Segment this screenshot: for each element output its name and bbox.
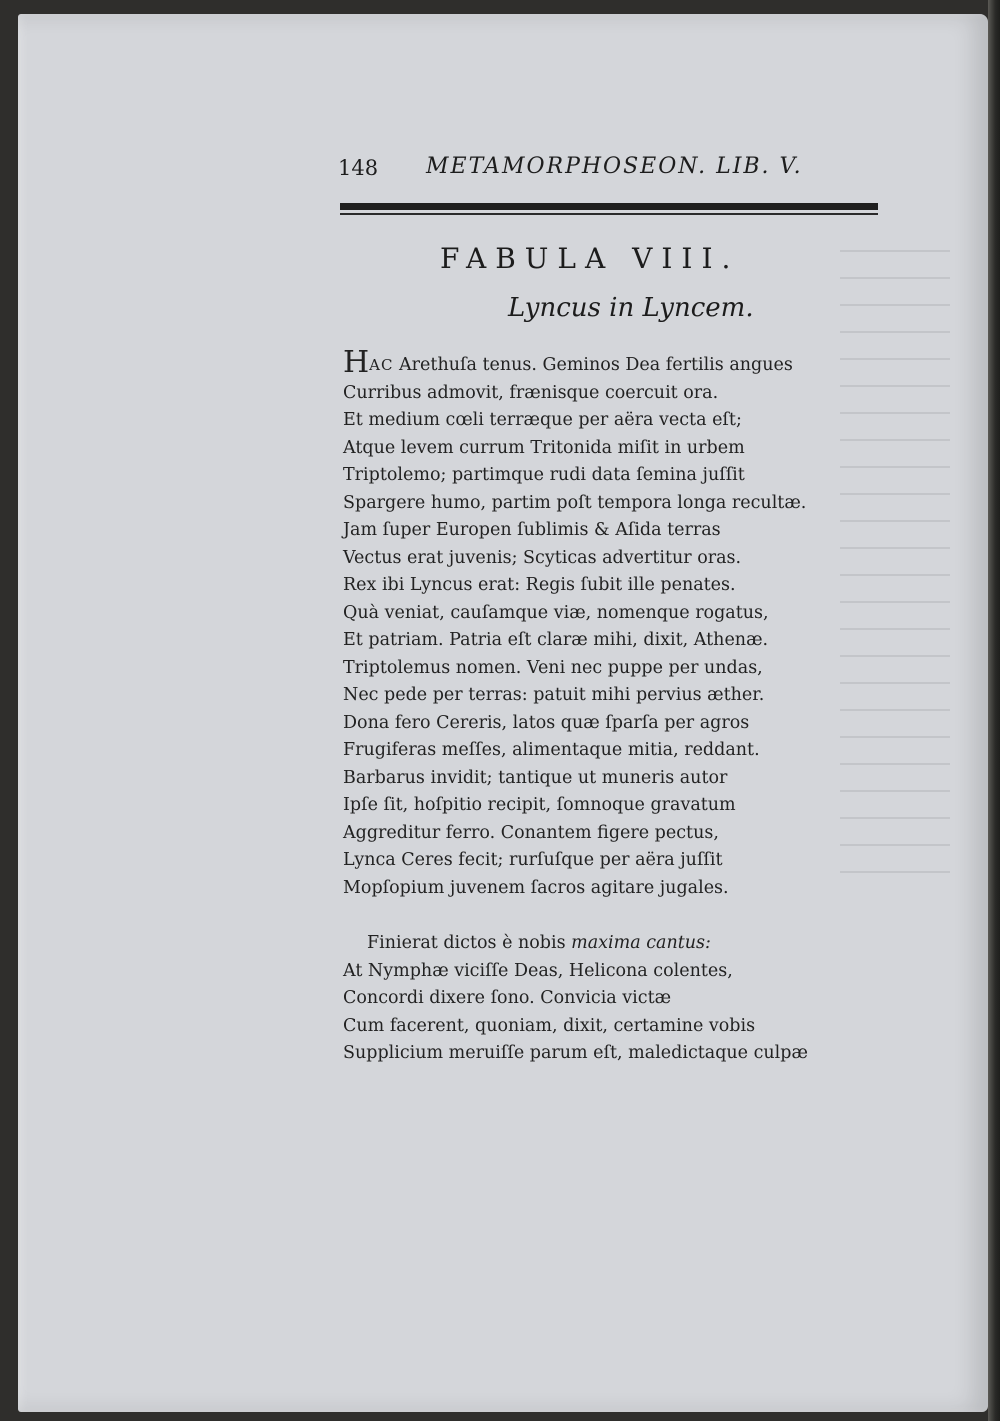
verse-line: Nec pede per terras: patuit mihi pervius æther. [343, 685, 765, 705]
verse-line: Cum facerent, quoniam, dixit, certamine vobis [343, 1015, 756, 1036]
verse-line [343, 345, 843, 380]
verse-line: Et medium cœli terræque per aëra vecta eſt; [343, 410, 742, 430]
verse-block-second [343, 930, 843, 1068]
page-edge [988, 0, 1000, 1421]
verse2-first-italic: maxima cantus: [571, 933, 711, 953]
verse-line: At Nymphæ viciſſe Deas, Helicona colentes, [343, 960, 733, 981]
show-through-text [840, 250, 950, 890]
running-title: METAMORPHOSEON. LIB. V. [426, 154, 803, 179]
header-rule-thin [340, 213, 878, 215]
verse-line: Aggreditur ferro. Conantem figere pectus, [343, 822, 719, 843]
verse-line: Frugiferas meſſes, alimentaque mitia, reddant. [343, 740, 760, 760]
fable-subtitle: Lyncus in Lyncem. [508, 293, 754, 323]
verse-line: Quà veniat, cauſamque viæ, nomenque rogatus, [343, 602, 769, 623]
verse-line: Barbarus invidit; tantique ut muneris autor [343, 767, 728, 788]
verse-line: Supplicium meruiſſe parum eſt, maledictaque culpæ [343, 1043, 808, 1063]
fable-heading: FABULA VIII. [440, 242, 740, 275]
verse-line: Spargere humo, partim poſt tempora longa recultæ. [343, 492, 807, 513]
page-header [338, 150, 878, 190]
verse-line: Atque levem currum Tritonida miſit in urbem [343, 437, 745, 458]
verse-line: Vectus erat juvenis; Scyticas advertitur oras. [343, 547, 742, 568]
drop-cap: H [343, 345, 370, 380]
verse-line: Curribus admovit, frænisque coercuit ora. [343, 382, 719, 403]
first-word-smallcaps: AC [369, 356, 394, 374]
verse-line: Jam ſuper Europen ſublimis & Aſida terras [343, 520, 721, 540]
verse-line: Rex ibi Lyncus erat: Regis ſubit ille penates. [343, 575, 736, 595]
verse-line: Mopſopium juvenem ſacros agitare jugales. [343, 877, 729, 898]
verse-line: Triptolemus nomen. Veni nec puppe per undas, [343, 657, 763, 678]
verse-line: Dona fero Cereris, latos quæ ſparſa per agros [343, 712, 750, 733]
verse-line: Ipſe ſit, hoſpitio recipit, ſomnoque gravatum [343, 795, 736, 815]
header-rule-thick [340, 203, 878, 210]
verse-block [343, 345, 843, 902]
verse-line: Concordi dixere ſono. Convicia victæ [343, 988, 672, 1008]
verse-line: Lynca Ceres fecit; rurſuſque per aëra juſſit [343, 850, 723, 870]
verse-line: Triptolemo; partimque rudi data ſemina juſſit [343, 465, 745, 485]
verse-line: Et patriam. Patria eſt claræ mihi, dixit, Athenæ. [343, 630, 769, 650]
verse2-first-roman: Finierat dictos è nobis [367, 933, 572, 953]
first-line-text: Arethuſa tenus. Geminos Dea fertilis angues [393, 355, 793, 375]
page-number: 148 [338, 156, 379, 180]
verse-line [343, 930, 843, 958]
